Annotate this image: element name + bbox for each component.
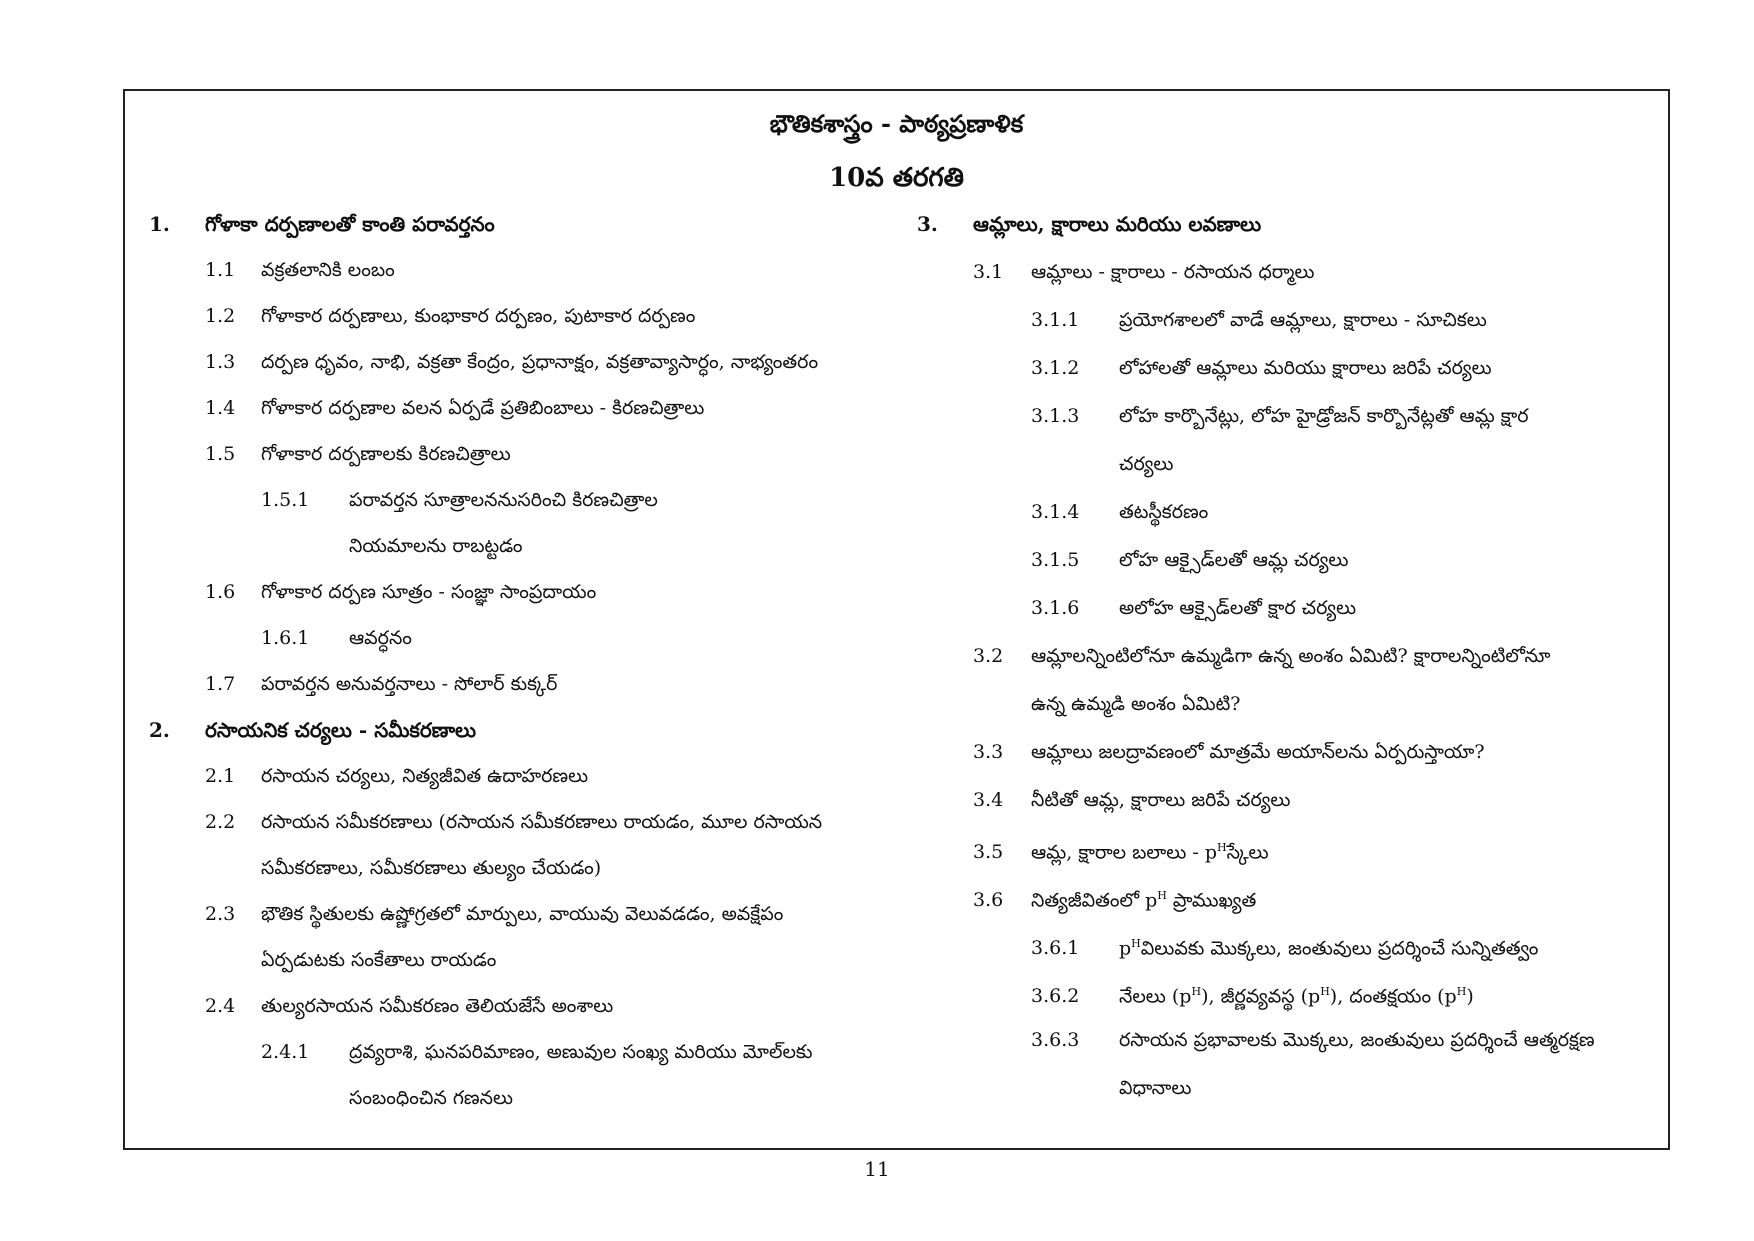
list-item xyxy=(149,753,909,799)
list-item xyxy=(149,615,909,661)
item-number: 3.1.3 xyxy=(1031,405,1080,427)
item-number: 3.1.2 xyxy=(1031,357,1080,379)
list-item xyxy=(917,489,1657,535)
item-text xyxy=(1119,921,1657,971)
item-number: 2.4.1 xyxy=(261,1041,310,1063)
item-text: ద్రవ్యరాశి, ఘనపరిమాణం, అణువుల సంఖ్య మరియు మోల్‌లకు xyxy=(349,1041,813,1063)
item-number: 3.6.1 xyxy=(1031,937,1080,960)
list-item xyxy=(917,873,1657,923)
item-number: 3.2 xyxy=(973,645,1004,667)
item-number: 1.5.1 xyxy=(261,489,310,511)
list-item xyxy=(917,969,1657,1019)
item-text: ఆవర్ధనం xyxy=(349,627,412,649)
item-text: అలోహ ఆక్సైడ్‌లతో క్షార చర్యలు xyxy=(1119,597,1357,619)
item-text: దర్పణ ధృవం, నాభి, వక్రతా కేంద్రం, ప్రధానాక్షం, వక్రతావ్యాసార్ధం, నాభ్యంతరం xyxy=(261,351,819,373)
item-continuation: ఉన్న ఉమ్మడి అంశం ఏమిటి? xyxy=(1031,693,1241,715)
section-heading xyxy=(917,201,1657,247)
item-text: గోళాకార దర్పణాలు, కుంభాకార దర్పణం, పుటాకార దర్పణం xyxy=(261,305,696,327)
item-number: 1.1 xyxy=(205,259,236,281)
item-text: ఆమ్లాలు జలద్రావణంలో మాత్రమే అయాన్‌లను ఏర్పరుస్తాయా? xyxy=(1031,741,1485,763)
superscript: H xyxy=(1456,985,1467,998)
item-text-part: స్కేలు xyxy=(1226,841,1269,864)
item-text-part: p xyxy=(1119,937,1132,960)
page-title: భౌతికశాస్త్రం - పాఠ్యప్రణాళిక xyxy=(769,109,1024,138)
item-number: 3.3 xyxy=(973,741,1004,763)
item-number: 3.1 xyxy=(973,261,1004,283)
list-item xyxy=(149,799,909,845)
item-number: 1.6 xyxy=(205,581,236,603)
item-number: 1.4 xyxy=(205,397,236,419)
list-item xyxy=(149,569,909,615)
item-text-part: ), దంతక్షయం (p xyxy=(1329,985,1457,1008)
superscript: H xyxy=(1157,889,1167,902)
list-item xyxy=(917,537,1657,583)
item-number: 3.4 xyxy=(973,789,1004,811)
section-number: 2. xyxy=(149,718,170,742)
list-item xyxy=(917,921,1657,971)
item-text: ప్రయోగశాలలో వాడే ఆమ్లాలు, క్షారాలు - సూచికలు xyxy=(1119,309,1487,331)
item-number: 2.2 xyxy=(205,811,236,833)
item-text: లోహ ఆక్సైడ్‌లతో ఆమ్ల చర్యలు xyxy=(1119,549,1349,571)
item-text-part: ఆమ్ల, క్షారాల బలాలు - p xyxy=(1031,841,1217,864)
item-text: గోళాకార దర్పణాల వలన ఏర్పడే ప్రతిబింబాలు - కిరణచిత్రాలు xyxy=(261,397,705,419)
list-item xyxy=(149,661,909,707)
section-number: 1. xyxy=(149,212,170,236)
list-item xyxy=(149,385,909,431)
item-text-part: నిత్యజీవితంలో p xyxy=(1031,889,1158,912)
list-item xyxy=(917,729,1657,775)
item-text-part: విలువకు మొక్కలు, జంతువులు ప్రదర్శించే సున్నితత్వం xyxy=(1140,937,1539,960)
section-heading xyxy=(149,201,909,247)
list-item xyxy=(917,777,1657,823)
item-continuation: నియమాలను రాబట్టడం xyxy=(349,535,523,557)
item-text-part: నేలలు (p xyxy=(1119,985,1192,1008)
item-number: 1.5 xyxy=(205,443,236,465)
item-text: నీటితో ఆమ్ల, క్షారాలు జరిపే చర్యలు xyxy=(1031,789,1291,811)
list-item xyxy=(917,249,1657,295)
item-text: రసాయన చర్యలు, నిత్యజీవిత ఉదాహరణలు xyxy=(261,765,589,787)
section-title: గోళాకా దర్పణాలతో కాంతి పరావర్తనం xyxy=(205,212,495,236)
list-item xyxy=(149,293,909,339)
item-number: 1.3 xyxy=(205,351,236,373)
item-text: ఆమ్లాలన్నింటిలోనూ ఉమ్మడిగా ఉన్న అంశం ఏమిటి? క్షారాలన్నింటిలోనూ xyxy=(1031,645,1551,667)
list-item xyxy=(149,983,909,1029)
superscript: H xyxy=(1191,985,1202,998)
section-title: ఆమ్లాలు, క్షారాలు మరియు లవణాలు xyxy=(973,212,1262,236)
item-number: 3.1.1 xyxy=(1031,309,1080,331)
list-item xyxy=(917,1017,1657,1063)
content-frame xyxy=(123,89,1670,1150)
item-text xyxy=(1031,873,1657,923)
item-text: వక్రతలానికి లంబం xyxy=(261,259,395,281)
list-item xyxy=(917,297,1657,343)
superscript: H xyxy=(1216,841,1227,854)
item-text: పరావర్తన సూత్రాలననుసరించి కిరణచిత్రాల xyxy=(349,489,658,511)
item-continuation: సంబంధించిన గణనలు xyxy=(349,1087,513,1109)
list-item xyxy=(917,393,1657,439)
item-number: 3.6 xyxy=(973,889,1004,912)
section-heading xyxy=(149,707,909,753)
item-text: తుల్యరసాయన సమీకరణం తెలియజేసే అంశాలు xyxy=(261,995,614,1017)
class-subtitle: 10వ తరగతి xyxy=(829,163,964,193)
item-text: గోళాకార దర్పణ సూత్రం - సంజ్ఞా సాంప్రదాయం xyxy=(261,581,597,603)
list-item xyxy=(149,431,909,477)
item-text: గోళాకార దర్పణాలకు కిరణచిత్రాలు xyxy=(261,443,511,465)
section-number: 3. xyxy=(917,212,938,236)
superscript: H xyxy=(1131,937,1141,950)
item-continuation: సమీకరణాలు, సమీకరణాలు తుల్యం చేయడం) xyxy=(261,857,602,879)
item-text: భౌతిక స్థితులకు ఉష్ణోగ్రతలో మార్పులు, వాయువు వెలువడడం, అవక్షేపం xyxy=(261,903,784,925)
item-text: ఆమ్లాలు - క్షారాలు - రసాయన ధర్మాలు xyxy=(1031,261,1315,283)
list-item xyxy=(149,247,909,293)
item-number: 1.7 xyxy=(205,673,236,695)
section-title: రసాయనిక చర్యలు - సమీకరణాలు xyxy=(205,718,477,742)
item-text-part: ), జీర్ణవ్యవస్థ (p xyxy=(1201,985,1321,1008)
item-text: తటస్థీకరణం xyxy=(1119,501,1209,523)
list-item xyxy=(149,1029,909,1075)
list-item xyxy=(149,339,909,385)
list-item xyxy=(917,633,1657,679)
list-item xyxy=(917,345,1657,391)
item-text xyxy=(1119,969,1657,1019)
item-text: రసాయన ప్రభావాలకు మొక్కలు, జంతువులు ప్రదర్శించే ఆత్మరక్షణ xyxy=(1119,1029,1595,1051)
item-number: 1.2 xyxy=(205,305,236,327)
item-continuation: ఏర్పడుటకు సంకేతాలు రాయడం xyxy=(261,949,497,971)
item-continuation: విధానాలు xyxy=(1119,1077,1192,1099)
item-number: 3.1.4 xyxy=(1031,501,1080,523)
superscript: H xyxy=(1320,985,1330,998)
item-text-part: ) xyxy=(1466,985,1474,1008)
list-item xyxy=(917,825,1657,875)
item-number: 3.5 xyxy=(973,841,1004,864)
item-text: లోహ కార్బొనేట్లు, లోహ హైడ్రోజన్ కార్బొనేట్లతో ఆమ్ల క్షార xyxy=(1119,405,1529,427)
item-number: 3.1.6 xyxy=(1031,597,1080,619)
item-number: 3.6.3 xyxy=(1031,1029,1080,1051)
item-number: 2.1 xyxy=(205,765,236,787)
item-text-part: ప్రాముఖ్యత xyxy=(1166,889,1257,912)
item-continuation: చర్యలు xyxy=(1119,453,1174,475)
list-item xyxy=(149,891,909,937)
item-number: 2.3 xyxy=(205,903,236,925)
list-item xyxy=(917,585,1657,631)
item-number: 2.4 xyxy=(205,995,236,1017)
item-text: రసాయన సమీకరణాలు (రసాయన సమీకరణాలు రాయడం, మూల రసాయన xyxy=(261,811,823,833)
list-item xyxy=(149,477,909,523)
item-text: పరావర్తన అనువర్తనాలు - సోలార్ కుక్కర్ xyxy=(261,673,558,695)
item-number: 3.6.2 xyxy=(1031,985,1080,1008)
item-text: లోహాలతో ఆమ్లాలు మరియు క్షారాలు జరిపే చర్యలు xyxy=(1119,357,1492,379)
item-number: 3.1.5 xyxy=(1031,549,1080,571)
item-text xyxy=(1031,825,1657,875)
item-number: 1.6.1 xyxy=(261,627,310,649)
page-number: 11 xyxy=(864,1157,890,1181)
